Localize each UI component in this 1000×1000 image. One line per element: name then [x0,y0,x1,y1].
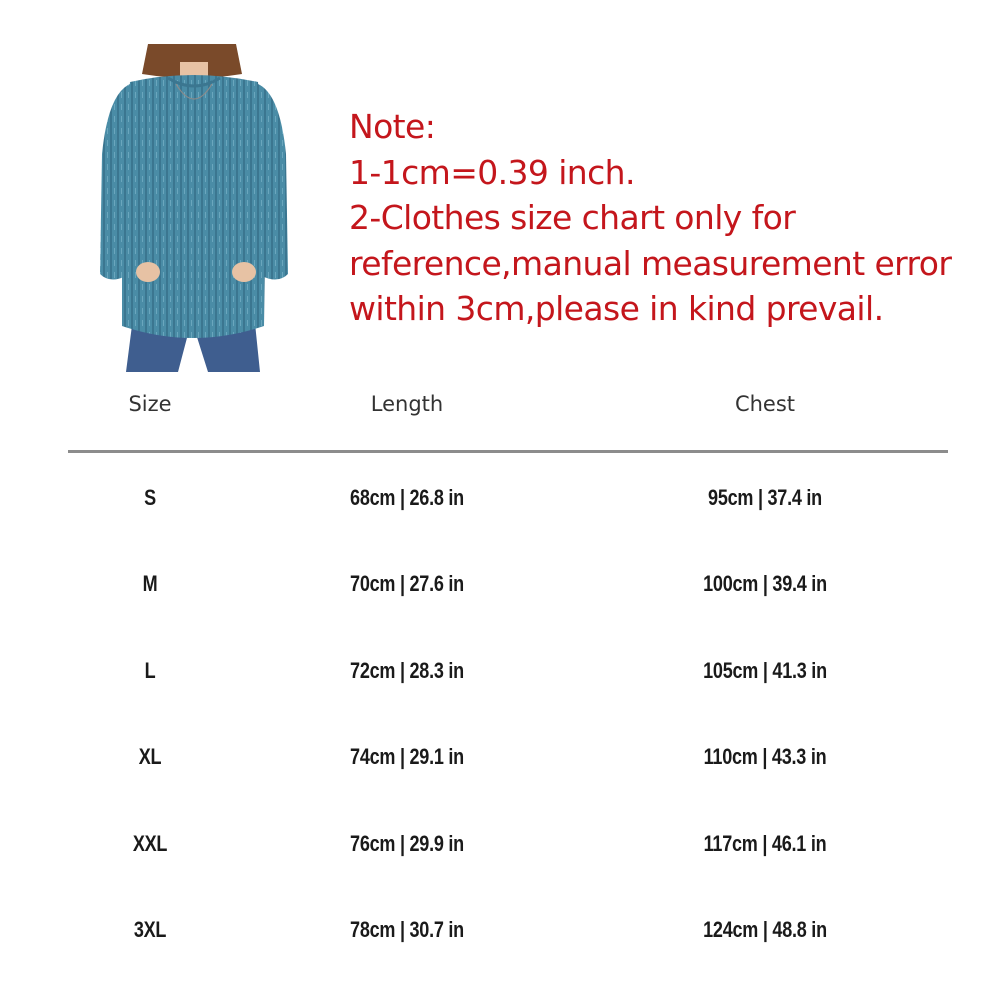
size-cell: L [144,657,156,683]
table-row [0,478,1000,564]
product-image [96,44,292,372]
size-cell: S [144,485,156,510]
table-row [0,824,1000,910]
table-row [0,737,1000,823]
length-cell: 74cm | 29.1 in [350,744,464,770]
note-line: 1-1cm=0.39 inch. [349,152,635,192]
left-hand-shape [136,262,160,282]
header-divider [68,450,948,453]
header-length: Length [370,392,444,416]
note-line: within 3cm,please in kind prevail. [349,289,884,328]
chest-cell: 95cm | 37.4 in [708,485,822,510]
chest-cell: 105cm | 41.3 in [703,657,827,683]
length-cell: 76cm | 29.9 in [350,830,464,856]
size-table-header [0,392,1000,428]
size-cell: 3XL [133,916,167,942]
length-cell: 72cm | 28.3 in [350,657,464,683]
note-line: reference,manual measurement error [349,243,952,283]
chest-cell: 117cm | 46.1 in [703,830,827,856]
header-chest: Chest [734,392,796,416]
size-note [349,104,989,332]
note-line: 2-Clothes size chart only for [349,198,796,237]
chest-cell: 124cm | 48.8 in [703,916,827,942]
size-cell: M [142,571,158,597]
table-row [0,651,1000,737]
chest-cell: 100cm | 39.4 in [703,571,827,597]
note-line: Note: [349,107,436,146]
length-cell: 78cm | 30.7 in [350,916,464,942]
size-cell: XXL [132,830,168,856]
table-row [0,564,1000,650]
table-row [0,910,1000,996]
header-size: Size [128,392,172,416]
right-hand-shape [232,262,256,282]
size-cell: XL [138,744,162,770]
sweater-body-shape [122,75,266,338]
length-cell: 68cm | 26.8 in [350,485,464,510]
length-cell: 70cm | 27.6 in [350,571,464,597]
size-table-body [0,478,1000,996]
chest-cell: 110cm | 43.3 in [703,744,827,770]
